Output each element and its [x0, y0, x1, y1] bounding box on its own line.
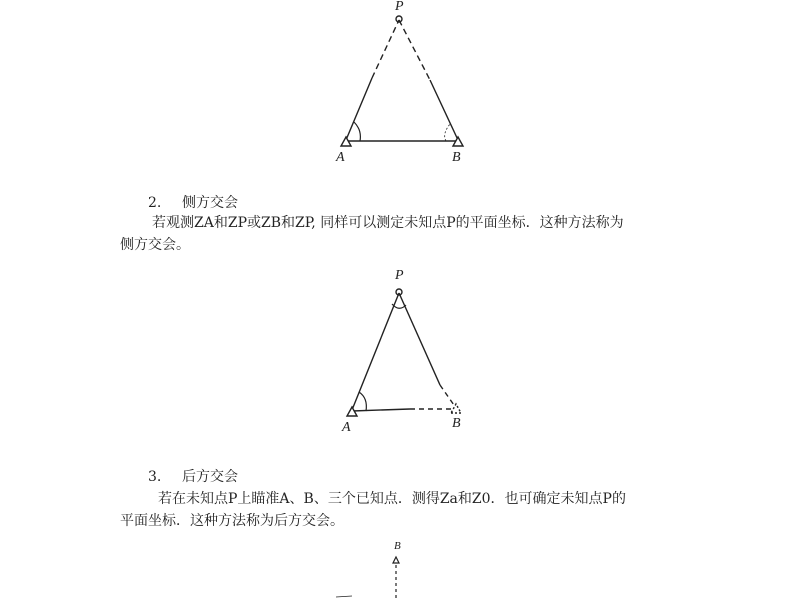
figure3-label-b: B [394, 540, 401, 552]
figure1-label-p: P [395, 0, 404, 14]
section2-line2: 侧方交会。 [120, 237, 190, 253]
point-b-marker [393, 557, 399, 563]
figure2-label-a: A [342, 420, 351, 435]
section2-number: 2. [148, 195, 162, 211]
figure1-label-a: A [336, 150, 345, 165]
section3-line1: 若在未知点P上瞄准A、B、三个已知点．测得Za和Z0．也可确定未知点P的 [158, 491, 626, 507]
section3-number: 3. [148, 469, 162, 485]
figure1-label-b: B [452, 150, 461, 165]
section2-line1: 若观测ZA和ZP或ZB和ZP, 同样可以测定未知点P的平面坐标．这种方法称为 [152, 215, 624, 231]
section3-title: 后方交会 [182, 469, 238, 485]
cut-off-stroke [336, 596, 352, 597]
figure2-label-p: P [395, 268, 404, 283]
figure2-label-b: B [452, 416, 461, 431]
section2-title: 侧方交会 [182, 195, 238, 211]
section3-line2: 平面坐标．这种方法称为后方交会。 [120, 513, 344, 529]
